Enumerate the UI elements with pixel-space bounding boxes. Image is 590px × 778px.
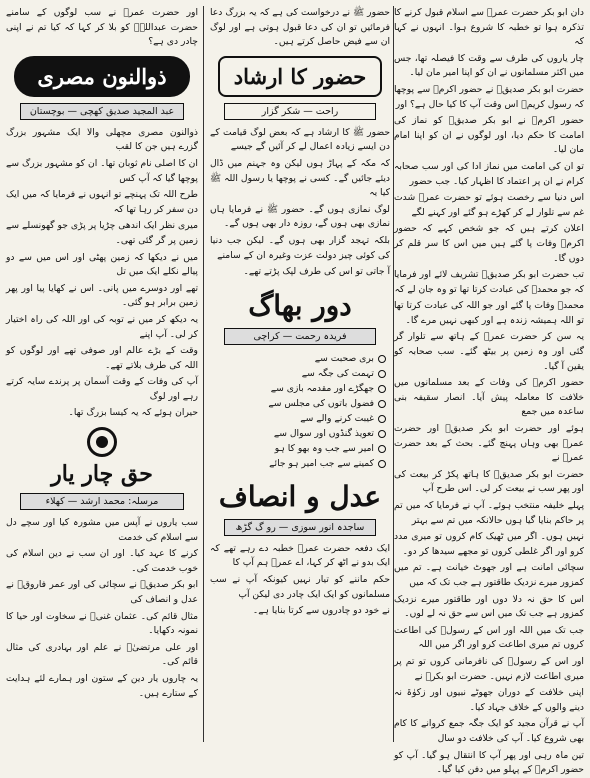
right-column [394, 6, 584, 776]
article-paragraph: ان کا اصلی نام ثوبان تھا۔ ان کو مشہور بزرگ سے پوچھا گیا کہ آپ کس [6, 157, 198, 184]
article-paragraph: ابو بکر صدیقؓ نے سچائی کی اور عمر فاروقؓ نے عدل و انصاف کی [6, 579, 198, 606]
article-paragraph: دان ابو بکر حضرت عمرؓ سے اسلام قبول کرنے کا تذکرہ ہوا تو خطبہ کا شروع ہوا۔ انہوں نے کہا کہ [394, 7, 584, 48]
article-paragraph: اور علی مرتضیٰؓ نے علم اور بہادری کی مثال قائم کی۔ [6, 641, 198, 668]
article-paragraph: ذوالنون مصری مچھلی والا ایک مشہور بزرگ گزرے ہیں جن کا لقب [6, 126, 198, 153]
article-paragraph: وقت کے بڑے عالم اور صوفی تھے اور لوگوں کو اللہ کی طرف بلاتے تھے۔ [6, 345, 198, 371]
article-paragraph: میں نے دیکھا کہ زمین پھٹی اور اس میں سے دو پیالے نکلے ایک میں تل [6, 251, 198, 278]
zunnoon-misri-headline: ذوالنون مصری [14, 56, 190, 97]
article-paragraph: سچائی امانت ہے اور جھوٹ خیانت ہے۔ تم میں کمزور میرے نزدیک طاقتور ہے جب تک کہ میں [394, 562, 584, 588]
article-paragraph: حضور ﷺ کا ارشاد ہے کہ بعض لوگ قیامت کے دن ایسے زیادہ اعمال لے کر آئیں گے جیسے [210, 126, 390, 153]
list-item: فضول باتوں کی مجلس سے [210, 396, 386, 411]
article-paragraph: نے خود دو چادروں سے کرتا بنایا ہے۔ [252, 605, 390, 617]
haq-chaar-yaar-body [6, 516, 198, 701]
article-paragraph: اس دنیا سے رخصت ہوئے تو حضرت عمرؓ شدت غم سے تلوار لے کر کھڑے ہو گئے اور کہنے لگے [394, 192, 584, 218]
article-paragraph: یہ سن کر حضرت عمرؓ کے ہاتھ سے تلوار گر گئی اور وہ زمین پر بیٹھ گئے۔ سب صحابہ کو یقین آ گیا۔ [394, 331, 584, 372]
list-item: تہمت کی جگہ سے [210, 366, 386, 381]
door-bhaag-byline: فریدہ رحمت — کراچی [224, 328, 376, 345]
list-item: تعویذ گنڈوں اور سوال سے [210, 426, 386, 441]
article-paragraph: تب حضرت ابو بکر صدیقؓ تشریف لائے اور فرمایا کہ جو محمدؐ کی عبادت کرتا تھا تو وہ جان لے کہ [394, 269, 584, 295]
article-paragraph: حضرت ابو بکر صدیقؓ نے حضور اکرمؐ سے پوچھا کہ رسول کریمؐ اس وقت آپ کا کیا حال ہے؟ اور [394, 83, 584, 110]
article-paragraph: تو ان کی امامت میں نماز ادا کی اور سب صحابہ کرام نے ان پر اعتماد کا اظہار کیا۔ جب حضور [394, 160, 584, 187]
haq-chaar-yaar-headline: حق چار یار [51, 461, 153, 488]
adl-o-insaf-byline: ساجدہ انور سوزی — رو گ گڑھ [224, 519, 376, 536]
left-intro: اور حضرت عمرؓ نے سب لوگوں کے سامنے حضرت عبداللہؓ کو بلا کر کہا کہ کیا تم نے اپنی چادر دی ہے؟ [6, 7, 198, 48]
article-paragraph: میری نظر ایک اندھی چڑیا پر پڑی جو گھونسلے سے زمین پر گر گئی تھی۔ [6, 220, 198, 246]
article-paragraph: جب تک میں اللہ اور اس کے رسولؐ کی اطاعت کروں تم میری اطاعت کرو اور اگر میں اللہ [394, 624, 584, 651]
article-paragraph: ایک دفعہ حضرت عمرؓ خطبہ دے رہے تھے کہ ایک بدو نے اٹھ کر کہا، اے عمرؓ ہم آپ کا [210, 542, 390, 569]
zunnoon-misri-byline: عبد المجید صدیق کھچی — بوچستان [20, 103, 184, 120]
left-column [6, 6, 198, 742]
article-paragraph: مثال قائم کی۔ عثمان غنیؓ نے سخاوت اور حیا کا نمونہ دکھایا۔ [6, 610, 198, 637]
article-paragraph: حکم ماننے کو تیار نہیں کیونکہ آپ نے سب مسلمانوں کو ایک ایک چادر دی لیکن آپ [210, 573, 390, 600]
article-paragraph: تین ماہ رہی اور پھر آپ کا انتقال ہو گیا۔ آپ کو حضور اکرمؐ کے پہلو میں دفن کیا گیا۔ [394, 749, 584, 776]
list-item: غیبت کرنے والے سے [210, 411, 386, 426]
middle-intro: حضور ﷺ نے درخواست کی ہے کہ یہ بزرگ دعا فرمائیں تو ان کی دعا قبول ہوتی ہے اور لوگ ان سے فیض حاصل کرتے ہیں۔ [210, 7, 390, 48]
article-paragraph: یہ دیکھ کر میں نے توبہ کی اور اللہ کی راہ اختیار کر لی۔ آپ اپنے [6, 313, 198, 340]
article-paragraph: کرنے کا عہد کیا۔ اور ان سب نے دین اسلام کی خوب خدمت کی۔ [6, 548, 198, 574]
article-paragraph: محمدؐ وفات پا گئے اور جو اللہ کی عبادت کرتا تھا تو اللہ ہمیشہ زندہ ہے اور کبھی نہیں مرے گا۔ [394, 300, 584, 326]
article-paragraph: اور اس کے رسولؐ کی نافرمانی کروں تو تم پر میری اطاعت لازم نہیں۔ حضرت ابو بکرؓ نے [394, 655, 584, 682]
article-paragraph: آپ کی وفات کے وقت آسمان پر پرندے سایہ کرتے رہے اور لوگ [6, 376, 198, 402]
article-paragraph: حضور اکرمؐ کی وفات کے بعد مسلمانوں میں خلافت کا معاملہ پیش آیا۔ انصار سقیفہ بنی ساعدہ میں جمع [394, 377, 584, 418]
door-bhaag-headline: دور بھاگ [248, 288, 352, 322]
article-paragraph: طرح اللہ تک پہنچے تو انہوں نے فرمایا کہ میں ایک دن سفر کر رہا تھا کہ [6, 189, 198, 215]
huzoor-ka-irshad-body [210, 126, 390, 280]
article-paragraph: لوگ نمازی ہوں گے۔ حضور ﷺ نے فرمایا ہاں نمازی بھی ہوں گے، روزہ دار بھی ہوں گے۔ [210, 203, 390, 230]
article-paragraph: چار یاروں کی طرف سے وقت کا فیصلہ تھا، جس میں اکثر مسلمانوں نے ان کو اپنا امیر مان لیا۔ [394, 52, 584, 79]
column-divider [203, 6, 204, 742]
article-paragraph: سب یاروں نے آپس میں مشورہ کیا اور سچے دل سے اسلام کی خدمت [6, 517, 198, 543]
article-paragraph: اپنی خلافت کے دوران جھوٹے نبیوں اور زکوٰۃ نہ دینے والوں کے خلاف جہاد کیا۔ [394, 687, 584, 713]
middle-column [210, 6, 390, 742]
article-paragraph: اعلان کرتے ہیں کہ جو شخص کہے کہ حضور اکرمؐ وفات پا گئے ہیں میں اس کا سر قلم کر دوں گا۔ [394, 223, 584, 264]
article-paragraph: آپ نے قرآن مجید کو ایک جگہ جمع کروانے کا کام بھی شروع کیا۔ آپ کی خلافت دو سال [394, 718, 584, 744]
list-item: امیر سے جب وہ بھو کا ہو [210, 441, 386, 456]
list-item: کمینے سے جب امیر ہو جائے [210, 456, 386, 471]
article-paragraph: اس کا حق نہ دلا دوں اور طاقتور میرے نزدیک کمزور ہے جب تک میں اس سے حق نہ لے لوں۔ [394, 593, 584, 620]
huzoor-ka-irshad-headline: حضور کا ارشاد [218, 56, 382, 97]
article-paragraph: نہیں ہوں۔ اگر میں ٹھیک کام کروں تو میری مدد کرو اور اگر غلطی کروں تو مجھے سیدھا کر دو۔ [394, 531, 584, 557]
zunnoon-misri-body [6, 126, 198, 421]
door-bhaag-list [210, 351, 386, 471]
article-paragraph: پہلے خلیفہ منتخب ہوئے۔ آپ نے فرمایا کہ میں تم پر حاکم بنایا گیا ہوں حالانکہ میں تم سے بہتر [394, 500, 584, 526]
adl-o-insaf-body [210, 542, 390, 619]
article-paragraph: کہ مکہ کے پہاڑ ہوں لیکن وہ جہنم میں ڈال دیئے جائیں گے۔ کسی نے پوچھا یا رسول اللہ ﷺ کیا یہ [210, 157, 390, 199]
ornament-icon [87, 427, 117, 457]
article-paragraph: بلکہ تہجد گزار بھی ہوں گے۔ لیکن جب دنیا کی کوئی چیز دولت عزت وغیرہ ان کے سامنے [210, 234, 390, 261]
article-paragraph: آ جاتی تو اس کی طرف لپک پڑتے تھے۔ [243, 266, 390, 278]
haq-chaar-yaar-byline: مرسلہ: محمد ارشد — کھلاء [20, 493, 184, 510]
huzoor-ka-irshad-byline: راحت — شکر گزار [224, 103, 376, 120]
adl-o-insaf-headline: عدل و انصاف [218, 479, 382, 513]
list-item: جھگڑے اور مقدمہ بازی سے [210, 381, 386, 396]
article-paragraph: حضور اکرمؐ نے ابو بکر صدیقؓ کو نماز کی امامت کا حکم دیا، اور لوگوں نے ان کو اپنا امام مان لیا۔ [394, 115, 584, 156]
right-article-body [394, 6, 584, 778]
article-paragraph: ہوئے اور حضرت ابو بکر صدیقؓ اور حضرت عمرؓ بھی وہاں پہنچ گئے۔ بحث کے بعد حضرت عمرؓ نے [394, 423, 584, 464]
article-paragraph: تھے اور دوسرے میں پانی۔ اس نے کھایا پیا اور پھر زمین برابر ہو گئی۔ [6, 282, 198, 309]
list-item: بری صحبت سے [210, 351, 386, 366]
article-paragraph: حیران ہوئے کہ یہ کیسا بزرگ تھا۔ [68, 407, 198, 419]
article-paragraph: حضرت ابو بکر صدیقؓ کا ہاتھ پکڑ کر بیعت کی اور پھر سب نے بیعت کر لی۔ اس طرح آپ [394, 468, 584, 495]
article-paragraph: یہ چاروں یار دین کے ستون اور ہمارے لئے ہدایت کے ستارے ہیں۔ [6, 673, 198, 699]
